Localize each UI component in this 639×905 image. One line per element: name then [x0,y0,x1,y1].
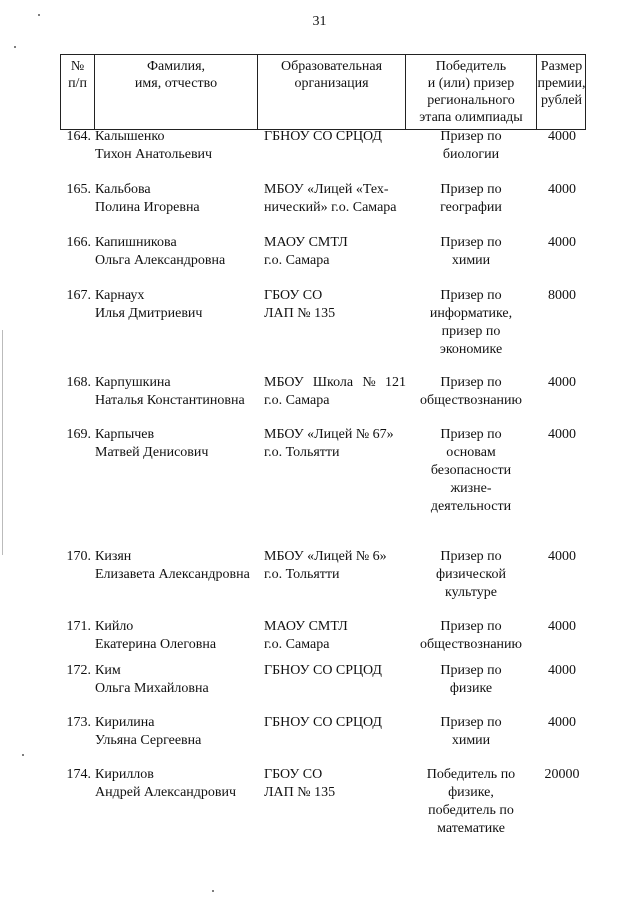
prize-amount: 4000 [548,235,576,250]
organization-line: ЛАП № 135 [264,306,336,321]
header-organization-line: Образовательная [280,59,383,74]
full-name [95,766,260,802]
scan-margin-line [2,330,3,555]
organization-line: МАОУ СМТЛ [264,619,348,634]
prize-amount: 4000 [548,375,576,390]
given-names: Илья Дмитриевич [95,306,203,321]
full-name [95,426,260,462]
given-names: Наталья Константиновна [95,393,245,408]
winner-status-line: Призер по [440,235,502,250]
organization [264,374,406,410]
row-number: 167. [66,288,91,303]
organization [264,234,406,270]
winner-status [405,618,537,654]
winner-status-line: Призер по [440,619,502,634]
prize-amount: 4000 [548,427,576,442]
organization-line: ГБОУ СО [264,767,323,782]
winner-status [405,181,537,217]
winner-status-line: химии [451,253,491,268]
header-winner-line: и (или) призер [427,76,515,91]
header-organization-line: организация [294,76,369,91]
page-number: 31 [312,14,327,29]
organization-line: МАОУ СМТЛ [264,235,348,250]
organization-line: г.о. Тольятти [264,445,340,460]
organization [264,181,406,217]
winner-status-line: Призер по [440,182,502,197]
surname: Кальбова [95,182,151,197]
organization-line: ЛАП № 135 [264,785,336,800]
row-number: 165. [66,182,91,197]
full-name [95,548,260,584]
organization [264,128,406,146]
winner-status-line: призер по [441,324,501,339]
winner-status-line: основам [446,445,496,460]
winner-status-line: Призер по [440,715,502,730]
full-name [95,181,260,217]
organization-word: Школа [312,375,354,390]
header-prize-line: Размер [540,59,583,74]
header-number-line: п/п [68,76,87,91]
winner-status-line: Победитель по [426,767,516,782]
organization-word: 121 [384,375,406,390]
scan-speck [212,890,214,892]
given-names: Тихон Анатольевич [95,147,213,162]
surname: Карпушкина [95,375,171,390]
given-names: Елизавета Александровна [95,567,250,582]
winner-status-line: химии [451,733,491,748]
winner-status-line: Призер по [440,375,502,390]
scan-speck [22,754,24,756]
winner-status-line: безопасности [430,463,512,478]
given-names: Ульяна Сергеевна [95,733,202,748]
organization-line: нический» г.о. Самара [264,200,397,215]
header-prize-line: премии, [537,76,586,91]
header-winner-status [405,55,536,130]
prize-amount: 4000 [548,549,576,564]
full-name [95,618,260,654]
winner-status-line: физике [449,681,493,696]
winner-status-line: жизне- [450,481,492,496]
prize-amount: 8000 [548,288,576,303]
header-full-name-line: Фамилия, [146,59,206,74]
winner-status-line: Призер по [440,663,502,678]
organization-line: г.о. Тольятти [264,567,340,582]
prize-amount: 4000 [548,715,576,730]
header-prize-amount [536,55,586,130]
surname: Ким [95,663,121,678]
row-number: 174. [66,767,91,782]
row-number: 173. [66,715,91,730]
given-names: Ольга Михайловна [95,681,209,696]
prize-amount: 20000 [544,767,580,782]
organization [264,287,406,323]
surname: Кириллов [95,767,154,782]
winner-status-line: Призер по [440,129,502,144]
winner-status [405,426,537,516]
prize-amount: 4000 [548,129,576,144]
organization [264,548,406,584]
full-name [95,234,260,270]
row-number: 168. [66,375,91,390]
winner-status-line: обществознанию [420,637,522,652]
organization [264,426,406,462]
winner-status [405,234,537,270]
row-number: 171. [66,619,91,634]
scan-speck [38,14,40,16]
header-winner-line: Победитель [435,59,507,74]
row-number: 164. [66,129,91,144]
winner-status-line: географии [440,200,502,215]
winner-status [405,766,537,838]
header-number [61,55,94,130]
winner-status-line: информатике, [429,306,513,321]
surname: Кийло [95,619,134,634]
surname: Капишникова [95,235,177,250]
header-full-name [94,55,257,130]
prize-amount: 4000 [548,182,576,197]
row-number: 170. [66,549,91,564]
row-number: 169. [66,427,91,442]
winner-status [405,548,537,602]
header-winner-line: регионального [427,93,515,108]
winner-status-line: физике, [448,785,494,800]
organization-line: МБОУ «Лицей № 6» [264,549,387,564]
header-prize-line: рублей [540,93,583,108]
full-name [95,128,260,164]
organization-line: г.о. Самара [264,393,330,408]
scan-speck [14,46,16,48]
organization-line: ГБНОУ СО СРЦОД [264,129,382,144]
winner-status [405,287,537,359]
winner-status-line: экономике [439,342,503,357]
winner-status-line: победитель по [428,803,514,818]
winner-status-line: биологии [442,147,500,162]
header-full-name-line: имя, отчество [134,76,218,91]
organization-line: МБОУ «Лицей № 67» [264,427,394,442]
winner-status [405,662,537,698]
row-number: 172. [66,663,91,678]
winner-status-line: обществознанию [420,393,522,408]
winner-status [405,714,537,750]
organization-line: г.о. Самара [264,253,330,268]
winner-status-line: Призер по [440,288,502,303]
organization-line: ГБНОУ СО СРЦОД [264,715,382,730]
winner-status [405,374,537,410]
organization [264,766,406,802]
surname: Карпычев [95,427,155,442]
surname: Карнаух [95,288,145,303]
winner-status-line: деятельности [430,499,512,514]
surname: Кирилина [95,715,155,730]
winner-status-line: Призер по [440,427,502,442]
header-winner-line: этапа олимпиады [419,110,523,125]
organization-line: ГБНОУ СО СРЦОД [264,663,382,678]
organization [264,714,406,732]
row-number: 166. [66,235,91,250]
organization-line: г.о. Самара [264,637,330,652]
organization-line: МБОУ «Лицей «Тех- [264,182,389,197]
surname: Калышенко [95,129,165,144]
given-names: Андрей Александрович [95,785,237,800]
full-name [95,714,260,750]
winner-status-line: математике [437,821,505,836]
winner-status-line: физической [436,567,506,582]
organization-line [264,374,406,392]
given-names: Екатерина Олеговна [95,637,217,652]
given-names: Матвей Денисович [95,445,209,460]
table-header [60,54,586,130]
organization-word: МБОУ [264,375,304,390]
header-organization [257,55,405,130]
full-name [95,287,260,323]
organization [264,618,406,654]
prize-amount: 4000 [548,663,576,678]
given-names: Полина Игоревна [95,200,200,215]
prize-amount: 4000 [548,619,576,634]
surname: Кизян [95,549,132,564]
full-name [95,662,260,698]
full-name [95,374,260,410]
winner-status [405,128,537,164]
organization-word: № [362,375,376,390]
winner-status-line: культуре [445,585,497,600]
header-number-line: № [70,59,85,74]
winner-status-line: Призер по [440,549,502,564]
organization [264,662,406,680]
given-names: Ольга Александровна [95,253,226,268]
organization-line: ГБОУ СО [264,288,323,303]
